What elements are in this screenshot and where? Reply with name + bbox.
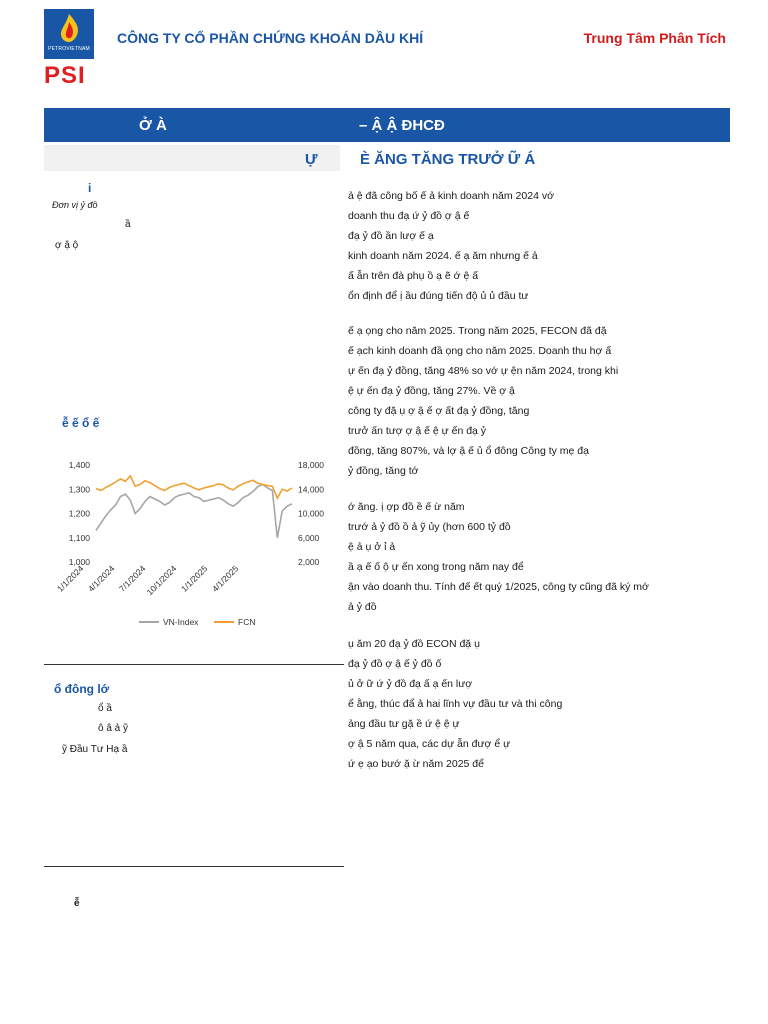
chart-title: ễ ế ổ ế: [62, 416, 100, 430]
banner-right: – Ậ Ậ ĐHCĐ: [359, 117, 445, 134]
info-line-2: ợ ậ ộ: [55, 240, 79, 251]
y2-tick-label: 10,000: [298, 508, 324, 519]
text-line: ớ ăng. ị ợp đồ ề ế ừ năm: [348, 501, 465, 513]
text-line: ận vào doanh thu. Tính đế ết quý 1/2025, công ty cũng đã ký mớ: [348, 581, 649, 593]
holder-1: ổ ầ: [98, 703, 112, 714]
text-line: ệ ự ến đạ ỷ đồng, tăng 27%. Về ợ ậ: [348, 385, 515, 397]
paragraph-2: [348, 321, 618, 481]
x-tick-label: 4/1/2025: [209, 563, 241, 594]
text-line: ế ạ ọng cho năm 2025. Trong năm 2025, FECON đã đặ: [348, 325, 607, 337]
x-tick-label: 10/1/2024: [144, 563, 179, 598]
y-tick-label: 1,100: [68, 532, 90, 543]
y2-tick-label: 6,000: [298, 532, 320, 543]
text-line: ổn định để ị ầu đúng tiến độ ủ ủ đầu tư: [348, 290, 529, 302]
holders-title: ổ đông lớ: [54, 682, 110, 696]
banner-left: Ở À: [139, 117, 167, 134]
logo-subtitle: PETROVIETNAM: [48, 46, 90, 52]
x-tick-label: 4/1/2024: [85, 563, 117, 594]
text-line: ủ ở ữ ứ ỷ đồ đạ ấ ạ ến lượ: [348, 678, 473, 690]
divider: [44, 866, 344, 867]
text-line: trưở ấn tượ ợ ậ ế ệ ự ến đạ ỷ: [348, 425, 487, 437]
text-line: ệ ả ụ ở ỉ ả: [348, 541, 396, 553]
legend-label: FCN: [238, 617, 256, 627]
info-title: i: [88, 181, 92, 195]
text-line: đạ ỷ đồ ợ ậ ế ỷ đồ ố: [348, 658, 442, 670]
flame-icon: [56, 13, 82, 43]
holder-2: ô â ả ỹ: [98, 723, 129, 734]
left-subheading-shade: [44, 145, 340, 171]
text-line: ấ ẫn trên đà phụ ồ ạ ẽ ớ ệ ấ: [348, 270, 479, 282]
paragraph-1: [348, 186, 554, 306]
text-line: ự ến đạ ỷ đồng, tăng 48% so vớ ự ện năm 2024, trong khi: [348, 365, 619, 377]
text-line: đạ ỷ đồ ần lượ ế ạ: [348, 230, 434, 242]
info-line-1: ầ: [125, 219, 131, 230]
text-line: kinh doanh năm 2024. ế ạ ăm nhưng ế ả: [348, 250, 538, 262]
text-line: ụ ăm 20 đạ ỷ đồ ECON đặ ụ: [348, 638, 480, 650]
logo-text: PSI: [44, 62, 86, 89]
y-tick-label: 1,300: [68, 484, 90, 495]
x-tick-label: 1/1/2024: [54, 563, 86, 594]
text-line: ể ằng, thúc đẩ ả hai lĩnh vự đầu tư và thi công: [348, 698, 563, 710]
holder-3: ỹ Đầu Tư Hạ ầ: [62, 744, 128, 755]
legend-label: VN-Index: [163, 617, 199, 627]
title-banner: [44, 108, 730, 142]
y2-tick-label: 18,000: [298, 460, 324, 470]
footer-note: ễ: [74, 898, 80, 909]
divider: [44, 664, 344, 665]
section-heading: È ĂNG TĂNG TRƯỞ Ữ Á: [360, 151, 536, 168]
unit-label: Đơn vị ỷ đồ: [52, 200, 98, 210]
text-line: ợ ậ 5 năm qua, các dự ẫn đượ ể ự: [348, 738, 511, 750]
y-tick-label: 1,400: [68, 460, 90, 470]
x-tick-label: 7/1/2024: [116, 563, 148, 594]
x-tick-label: 1/1/2025: [178, 563, 210, 594]
text-line: ỷ đồng, tăng tớ: [348, 465, 419, 477]
y-tick-label: 1,000: [68, 557, 90, 567]
paragraph-3: [348, 497, 649, 617]
text-line: công ty đặ ụ ợ ậ ế ợ ất đạ ỷ đồng, tăng: [348, 405, 530, 417]
y2-tick-label: 14,000: [298, 484, 324, 495]
price-chart: [44, 445, 344, 635]
text-line: ả ệ đã công bố ế ả kinh doanh năm 2024 vớ: [348, 190, 554, 202]
paragraph-4: [348, 634, 562, 774]
company-name: CÔNG TY CỔ PHẦN CHỨNG KHOÁN DẦU KHÍ: [117, 30, 424, 46]
text-line: trướ ả ỷ đồ ồ ả ỹ ủy (hơn 600 tỷ đồ: [348, 521, 511, 533]
y2-tick-label: 2,000: [298, 557, 320, 567]
left-subheading: Ự: [305, 151, 318, 168]
text-line: ứ ẹ ạo bướ ặ ừ năm 2025 để: [348, 758, 484, 770]
research-center: Trung Tâm Phân Tích: [583, 30, 726, 46]
text-line: ả ỷ đồ: [348, 601, 377, 613]
text-line: ế ạch kinh doanh đầ ọng cho năm 2025. Doanh thu hợ ấ: [348, 345, 612, 357]
text-line: đồng, tăng 807%, và lợ ậ ế ủ ổ đông Công ty mẹ đạ: [348, 445, 589, 457]
text-line: ầ ạ ế ố ộ ự ến xong trong năm nay để: [348, 561, 524, 573]
series-line-vn-index: [96, 484, 292, 537]
text-line: ảng đầu tư gặ ề ứ ệ ệ ự: [348, 718, 460, 730]
y-tick-label: 1,200: [68, 508, 90, 519]
text-line: doanh thu đạ ứ ỷ đồ ợ ậ ế: [348, 210, 470, 222]
